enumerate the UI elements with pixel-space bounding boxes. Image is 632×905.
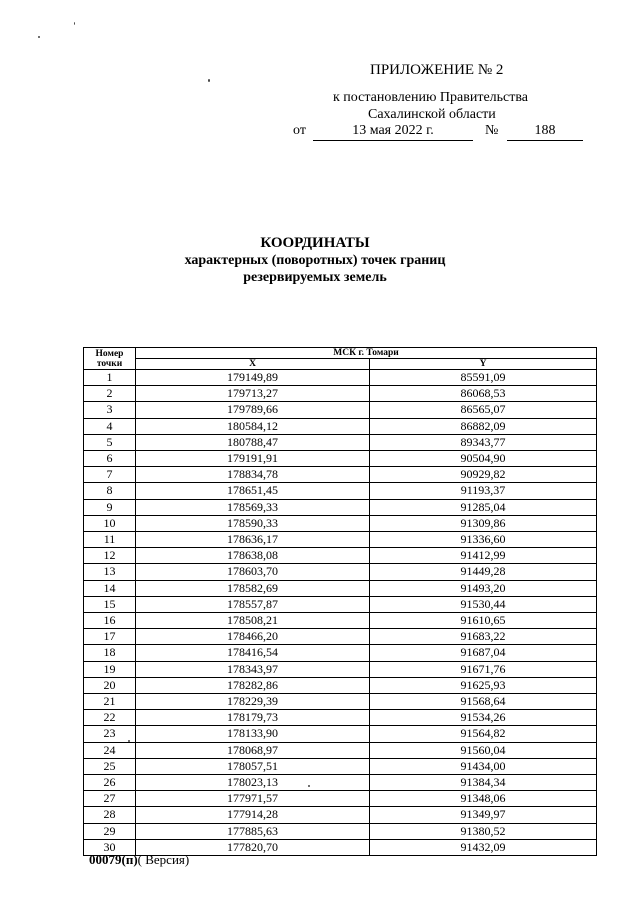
table-row: [84, 596, 597, 612]
cell-x: 178133,90: [136, 726, 370, 742]
cell-y: 91530,44: [370, 596, 597, 612]
cell-x: 178636,17: [136, 532, 370, 548]
table-row: [84, 807, 597, 823]
cell-x: 178638,08: [136, 548, 370, 564]
cell-y: 91412,99: [370, 548, 597, 564]
scan-speck: [208, 79, 210, 82]
cell-y: 91349,97: [370, 807, 597, 823]
cell-x: 180584,12: [136, 418, 370, 434]
table-row: [84, 467, 597, 483]
cell-x: 178569,33: [136, 499, 370, 515]
cell-y: 91434,00: [370, 758, 597, 774]
cell-x: 178590,33: [136, 515, 370, 531]
cell-y: 86882,09: [370, 418, 597, 434]
cell-y: 91560,04: [370, 742, 597, 758]
cell-point-number: 5: [84, 434, 136, 450]
scan-speck: [38, 36, 40, 38]
cell-x: 177820,70: [136, 839, 370, 855]
cell-y: 91493,20: [370, 580, 597, 596]
cell-x: 178508,21: [136, 613, 370, 629]
table-row: [84, 677, 597, 693]
cell-x: 179713,27: [136, 386, 370, 402]
cell-y: 91625,93: [370, 677, 597, 693]
cell-point-number: 12: [84, 548, 136, 564]
cell-point-number: 7: [84, 467, 136, 483]
cell-point-number: 13: [84, 564, 136, 580]
cell-point-number: 21: [84, 694, 136, 710]
document-heading: [150, 234, 480, 286]
table-row: [84, 564, 597, 580]
column-group-header: МСК г. Томари: [136, 348, 597, 359]
cell-x: 179191,91: [136, 451, 370, 467]
cell-y: 89343,77: [370, 434, 597, 450]
table-row: [84, 791, 597, 807]
cell-x: 177971,57: [136, 791, 370, 807]
column-header-point-line1: Номер: [95, 348, 124, 359]
table-row: [84, 451, 597, 467]
cell-point-number: 25: [84, 758, 136, 774]
cell-point-number: 9: [84, 499, 136, 515]
cell-y: 91610,65: [370, 613, 597, 629]
cell-point-number: 1: [84, 370, 136, 386]
cell-y: 91534,26: [370, 710, 597, 726]
footer-code: 00079(п): [89, 852, 138, 867]
cell-y: 91564,82: [370, 726, 597, 742]
table-row: [84, 613, 597, 629]
cell-y: 91568,64: [370, 694, 597, 710]
decree-reference-line2: Сахалинской области: [368, 107, 496, 122]
cell-point-number: 2: [84, 386, 136, 402]
cell-point-number: 11: [84, 532, 136, 548]
cell-point-number: 24: [84, 742, 136, 758]
cell-point-number: 16: [84, 613, 136, 629]
cell-x: 178834,78: [136, 467, 370, 483]
table-row: [84, 726, 597, 742]
table-row: [84, 629, 597, 645]
cell-y: 91449,28: [370, 564, 597, 580]
decree-reference-line1: к постановлению Правительства: [333, 90, 529, 105]
cell-point-number: 18: [84, 645, 136, 661]
cell-point-number: 30: [84, 839, 136, 855]
cell-x: 177914,28: [136, 807, 370, 823]
cell-y: 91348,06: [370, 791, 597, 807]
table-row: [84, 499, 597, 515]
column-header-point-number: [84, 348, 136, 370]
cell-x: 178603,70: [136, 564, 370, 580]
appendix-title: ПРИЛОЖЕНИЕ № 2: [370, 62, 504, 78]
table-row: [84, 742, 597, 758]
cell-y: 91432,09: [370, 839, 597, 855]
cell-y: 91285,04: [370, 499, 597, 515]
cell-x: 177885,63: [136, 823, 370, 839]
cell-x: 178179,73: [136, 710, 370, 726]
cell-x: 178229,39: [136, 694, 370, 710]
cell-point-number: 19: [84, 661, 136, 677]
heading-subtitle-line1: характерных (поворотных) точек границ: [184, 253, 446, 268]
footer-version: ( Версия): [137, 852, 190, 867]
table-row: [84, 775, 597, 791]
decree-date: 13 мая 2022 г.: [313, 123, 473, 141]
cell-x: 178582,69: [136, 580, 370, 596]
cell-point-number: 22: [84, 710, 136, 726]
cell-point-number: 6: [84, 451, 136, 467]
table-row: [84, 483, 597, 499]
coordinates-table: [83, 347, 597, 856]
cell-x: 179789,66: [136, 402, 370, 418]
cell-y: 91687,04: [370, 645, 597, 661]
cell-y: 91671,76: [370, 661, 597, 677]
cell-x: 178068,97: [136, 742, 370, 758]
cell-point-number: 27: [84, 791, 136, 807]
cell-x: 179149,89: [136, 370, 370, 386]
table-row: [84, 645, 597, 661]
cell-point-number: 15: [84, 596, 136, 612]
cell-x: 178282,86: [136, 677, 370, 693]
cell-point-number: 10: [84, 515, 136, 531]
table-row: [84, 386, 597, 402]
table-row: [84, 418, 597, 434]
cell-point-number: 17: [84, 629, 136, 645]
cell-x: 178466,20: [136, 629, 370, 645]
cell-x: 178416,54: [136, 645, 370, 661]
cell-y: 91683,22: [370, 629, 597, 645]
table-row: [84, 694, 597, 710]
table-row: [84, 434, 597, 450]
column-header-point-line2: точки: [96, 358, 123, 369]
cell-y: 85591,09: [370, 370, 597, 386]
table-body: [84, 370, 597, 856]
table-row: [84, 580, 597, 596]
cell-x: 178057,51: [136, 758, 370, 774]
decree-number: 188: [507, 123, 583, 141]
cell-y: 90929,82: [370, 467, 597, 483]
table-row: [84, 548, 597, 564]
scan-speck: [74, 22, 75, 25]
cell-y: 91380,52: [370, 823, 597, 839]
column-header-y: Y: [370, 359, 597, 370]
footer-document-code: [89, 852, 189, 868]
table-row: [84, 661, 597, 677]
cell-point-number: 23: [84, 726, 136, 742]
table-row: [84, 370, 597, 386]
table-row: [84, 710, 597, 726]
cell-point-number: 3: [84, 402, 136, 418]
date-prefix: от: [293, 123, 306, 138]
cell-point-number: 29: [84, 823, 136, 839]
cell-point-number: 28: [84, 807, 136, 823]
cell-y: 91193,37: [370, 483, 597, 499]
table-row: [84, 515, 597, 531]
cell-y: 86565,07: [370, 402, 597, 418]
cell-point-number: 14: [84, 580, 136, 596]
table-row: [84, 823, 597, 839]
cell-x: 178651,45: [136, 483, 370, 499]
cell-point-number: 8: [84, 483, 136, 499]
cell-y: 90504,90: [370, 451, 597, 467]
table-row: [84, 532, 597, 548]
table-row: [84, 402, 597, 418]
column-header-x: X: [136, 359, 370, 370]
table-header-row: [84, 348, 597, 359]
cell-point-number: 4: [84, 418, 136, 434]
cell-x: 178023,13: [136, 775, 370, 791]
table-row: [84, 758, 597, 774]
cell-point-number: 26: [84, 775, 136, 791]
table-subheader-row: [84, 359, 597, 370]
cell-y: 91336,60: [370, 532, 597, 548]
cell-x: 178557,87: [136, 596, 370, 612]
cell-y: 91384,34: [370, 775, 597, 791]
heading-title: КООРДИНАТЫ: [260, 235, 370, 251]
cell-x: 180788,47: [136, 434, 370, 450]
cell-y: 86068,53: [370, 386, 597, 402]
number-sign: №: [485, 123, 499, 138]
cell-y: 91309,86: [370, 515, 597, 531]
cell-x: 178343,97: [136, 661, 370, 677]
cell-point-number: 20: [84, 677, 136, 693]
heading-subtitle-line2: резервируемых земель: [243, 270, 387, 285]
